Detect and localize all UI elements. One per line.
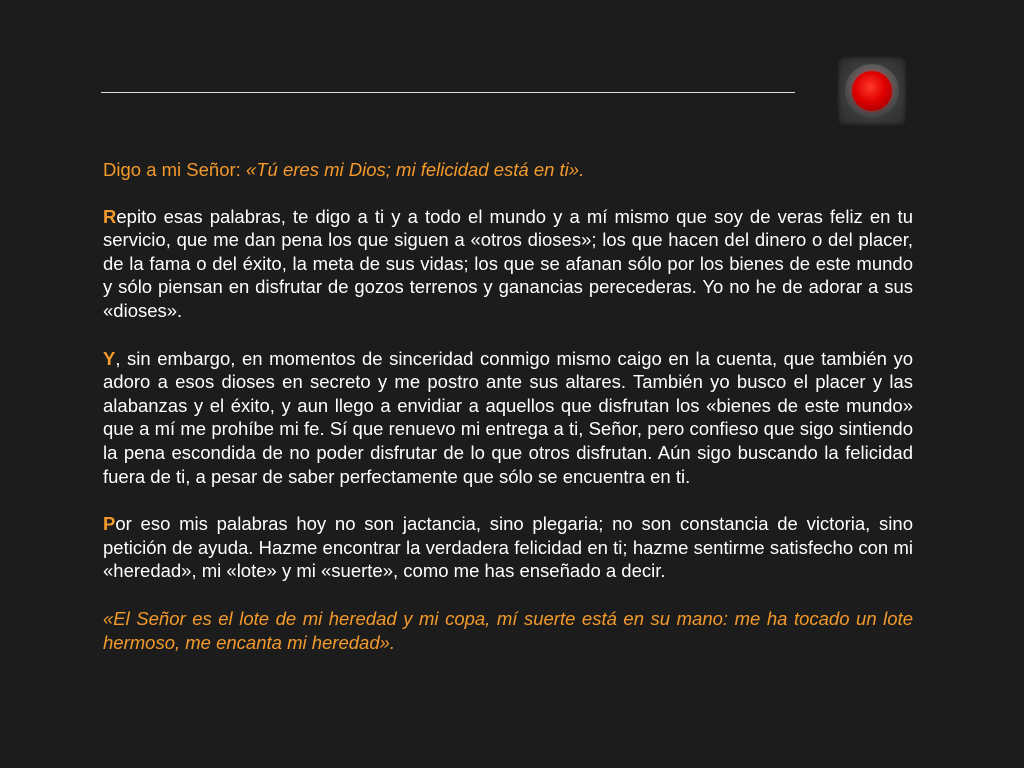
record-button-icon[interactable] xyxy=(837,56,907,126)
paragraph-2 xyxy=(103,347,913,489)
paragraph-initial: R xyxy=(103,205,117,227)
slide-content xyxy=(103,158,913,654)
red-lamp-icon xyxy=(852,71,892,111)
heading-quote: «Tú eres mi Dios; mi felicidad está en ti». xyxy=(245,159,585,180)
closing-quote: «El Señor es el lote de mi heredad y mi copa, mí suerte está en su mano: me ha tocado un lote hermoso, me encanta mi heredad». xyxy=(103,607,913,653)
heading-prefix: Digo a mi Señor: xyxy=(103,159,246,180)
title-divider xyxy=(101,92,795,93)
paragraph-text: , sin embargo, en momentos de sinceridad conmigo mismo caigo en la cuenta, que también yo adoro a esos dioses en secreto y me postro ante sus altares. También yo busco el placer y las alabanzas y el éxito, y aun llego a envidiar a aquellos que disfrutan los «bienes de este mundo» que a mí me prohíbe mi fe. Sí que renuevo mi entrega a ti, Señor, pero confieso que sigo sintiendo la pena escondida de no poder disfrutar de lo que otros disfrutan. Aún sigo buscando la felicidad fuera de ti, a pesar de saber perfectamente que sólo se encuentra en ti. xyxy=(103,347,913,487)
paragraph-3 xyxy=(103,512,913,583)
paragraph-initial: P xyxy=(103,513,116,535)
paragraph-1 xyxy=(103,205,913,323)
paragraph-text: epito esas palabras, te digo a ti y a todo el mundo y a mí mismo que soy de veras feliz en tu servicio, que me dan pena los que siguen a «otros dioses»; los que hacen del dinero o del placer, de la fama o del éxito, la meta de sus vidas; los que se afanan sólo por los bienes de este mundo y sólo piensan en disfrutar de gozos terrenos y ganancias perecederas. Yo no he de adorar a sus «dioses». xyxy=(103,205,913,321)
heading xyxy=(103,158,913,182)
paragraph-text: or eso mis palabras hoy no son jactancia, sino plegaria; no son constancia de victoria, sino petición de ayuda. Hazme encontrar la verdadera felicidad en ti; hazme sentirme satisfecho con mi «heredad», mi «lote» y mi «suerte», como me has enseñado a decir. xyxy=(103,513,913,582)
paragraph-initial: Y xyxy=(103,347,116,369)
